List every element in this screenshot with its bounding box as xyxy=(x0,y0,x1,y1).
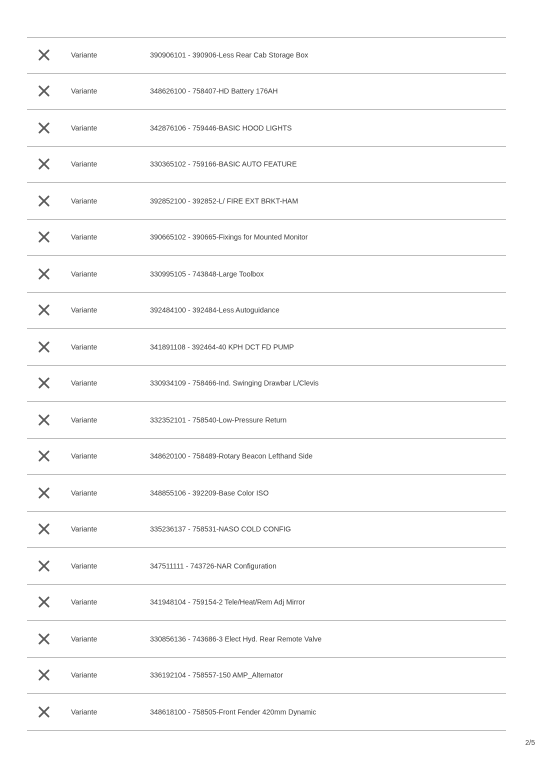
list-item xyxy=(27,183,506,220)
item-type: Variante xyxy=(71,488,98,498)
item-type: Variante xyxy=(71,597,98,607)
list-item xyxy=(27,329,506,366)
close-icon[interactable] xyxy=(38,377,50,389)
close-icon[interactable] xyxy=(38,158,50,170)
item-type: Variante xyxy=(71,707,98,717)
list-item xyxy=(27,439,506,476)
item-description: 330365102 - 759166-BASIC AUTO FEATURE xyxy=(150,159,297,169)
page-number: 2/5 xyxy=(525,740,535,747)
item-description: 342876106 - 759446-BASIC HOOD LIGHTS xyxy=(150,123,292,133)
item-description: 348618100 - 758505-Front Fender 420mm Dynamic xyxy=(150,707,317,717)
close-icon[interactable] xyxy=(38,304,50,316)
item-description: 341948104 - 759154-2 Tele/Heat/Rem Adj Mirror xyxy=(150,597,305,607)
close-icon[interactable] xyxy=(38,487,50,499)
close-icon[interactable] xyxy=(38,633,50,645)
close-icon[interactable] xyxy=(38,231,50,243)
item-description: 390906101 - 390906-Less Rear Cab Storage Box xyxy=(150,50,309,60)
list-item xyxy=(27,512,506,549)
list-item xyxy=(27,585,506,622)
close-icon[interactable] xyxy=(38,523,50,535)
item-description: 347511111 - 743726-NAR Configuration xyxy=(150,561,277,571)
item-description: 348626100 - 758407-HD Battery 176AH xyxy=(150,86,278,96)
close-icon[interactable] xyxy=(38,414,50,426)
list-item xyxy=(27,74,506,111)
item-type: Variante xyxy=(71,196,98,206)
item-description: 390665102 - 390665-Fixings for Mounted Monitor xyxy=(150,232,308,242)
close-icon[interactable] xyxy=(38,560,50,572)
list-item xyxy=(27,256,506,293)
list-item xyxy=(27,110,506,147)
list-item xyxy=(27,475,506,512)
item-type: Variante xyxy=(71,123,98,133)
close-icon[interactable] xyxy=(38,49,50,61)
close-icon[interactable] xyxy=(38,341,50,353)
list-item xyxy=(27,220,506,257)
item-type: Variante xyxy=(71,378,98,388)
item-type: Variante xyxy=(71,86,98,96)
item-type: Variante xyxy=(71,232,98,242)
list-item xyxy=(27,293,506,330)
item-type: Variante xyxy=(71,524,98,534)
variant-list xyxy=(27,37,506,731)
item-description: 330934109 - 758466-Ind. Swinging Drawbar L/Clevis xyxy=(150,378,319,388)
item-type: Variante xyxy=(71,50,98,60)
close-icon[interactable] xyxy=(38,669,50,681)
item-type: Variante xyxy=(71,451,98,461)
item-description: 330995105 - 743848-Large Toolbox xyxy=(150,269,264,279)
item-type: Variante xyxy=(71,415,98,425)
list-item xyxy=(27,38,506,74)
item-type: Variante xyxy=(71,561,98,571)
item-type: Variante xyxy=(71,342,98,352)
close-icon[interactable] xyxy=(38,706,50,718)
close-icon[interactable] xyxy=(38,268,50,280)
list-item xyxy=(27,366,506,403)
item-description: 392852100 - 392852-L/ FIRE EXT BRKT-HAM xyxy=(150,196,299,206)
item-type: Variante xyxy=(71,159,98,169)
item-description: 348620100 - 758489-Rotary Beacon Lefthand Side xyxy=(150,451,313,461)
close-icon[interactable] xyxy=(38,195,50,207)
item-description: 330856136 - 743686-3 Elect Hyd. Rear Remote Valve xyxy=(150,634,322,644)
item-description: 348855106 - 392209-Base Color ISO xyxy=(150,488,269,498)
list-item xyxy=(27,621,506,658)
item-description: 336192104 - 758557-150 AMP_Alternator xyxy=(150,670,284,680)
close-icon[interactable] xyxy=(38,122,50,134)
item-type: Variante xyxy=(71,305,98,315)
list-item xyxy=(27,658,506,695)
list-item xyxy=(27,548,506,585)
item-type: Variante xyxy=(71,670,98,680)
close-icon[interactable] xyxy=(38,85,50,97)
item-description: 341891108 - 392464-40 KPH DCT FD PUMP xyxy=(150,342,294,352)
list-item xyxy=(27,694,506,731)
list-item xyxy=(27,147,506,184)
item-description: 392484100 - 392484-Less Autoguidance xyxy=(150,305,280,315)
item-description: 332352101 - 758540-Low-Pressure Return xyxy=(150,415,287,425)
close-icon[interactable] xyxy=(38,596,50,608)
list-item xyxy=(27,402,506,439)
item-description: 335236137 - 758531-NASO COLD CONFIG xyxy=(150,524,292,534)
close-icon[interactable] xyxy=(38,450,50,462)
item-type: Variante xyxy=(71,269,98,279)
item-type: Variante xyxy=(71,634,98,644)
